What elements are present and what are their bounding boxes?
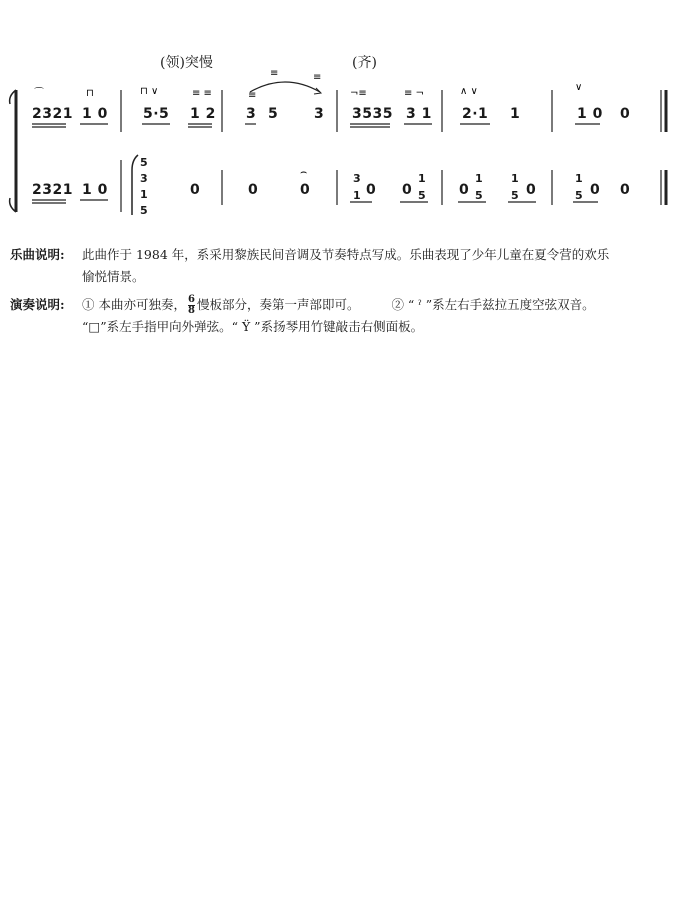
bottom-m6-1-lo: 5 [575,189,584,202]
bottom-m5-2-lo: 5 [511,189,520,202]
unison-label: (齐) [352,55,377,71]
time-signature [188,295,195,316]
top-m1-a: 2321 [32,106,73,122]
top-m2-a: 5·5 [143,106,170,122]
top-m3-c: 3 [314,106,325,122]
svg-text:≡: ≡ [313,72,322,83]
top-m6-b: 0 [620,106,631,122]
top-m1-b: 1 0 [82,106,108,122]
top-m5-a: 2·1 [462,106,489,122]
music-description-line-1: 此曲作于 1984 年，系采用黎族民间音调及节奏特点写成。乐曲表现了少年儿童在夏令营的欢乐 [82,247,610,262]
bottom-m5-2-hi: 1 [511,172,520,185]
bottom-m4-1-hi: 3 [353,172,362,185]
performance-note-1c: ② “ ˀ ”系左右手兹拉五度空弦双音。 [391,297,595,312]
svg-text:≡: ≡ [248,90,257,101]
performance-notes-label: 演奏说明: [10,297,65,312]
top-m4-a: 3535 [352,106,393,122]
svg-text:¬≡: ¬≡ [350,88,367,99]
svg-text:⊓ ∨: ⊓ ∨ [140,86,159,97]
bottom-m4-1-lo: 1 [353,189,362,202]
bottom-m5-1-hi: 1 [475,172,484,185]
top-m2-b: 1 2 [190,106,216,122]
performance-note-2: “□”系左手指甲向外弹弦。“ Ϋ ”系扬琴用竹键敲击右侧面板。 [82,319,424,334]
bottom-m4-2-hi: 1 [418,172,427,185]
bottom-m1-a: 2321 [32,182,73,198]
bottom-m1-b: 1 0 [82,182,108,198]
svg-text:∨: ∨ [575,82,583,93]
performance-note-1a: ① 本曲亦可独奏， [82,297,186,312]
chord-note-3: 1 [140,188,149,201]
svg-text:≡ ≡: ≡ ≡ [192,88,212,99]
svg-text:⌒: ⌒ [34,88,44,99]
bottom-m6-2: 0 [620,182,631,198]
svg-text:⊓: ⊓ [86,88,94,99]
bottom-m5-1-lo: 5 [475,189,484,202]
music-score [0,0,690,240]
bottom-m4-2-pre: 0 [402,182,413,198]
bottom-m3-a: 0 [248,182,259,198]
svg-text:≡ ¬: ≡ ¬ [404,88,424,99]
music-description-line-2: 愉悦情景。 [82,269,145,284]
lead-label: (领)突慢 [160,55,213,71]
bottom-m4-2-lo: 5 [418,189,427,202]
bottom-m4-1-tail: 0 [366,182,377,198]
time-signature-top: 6 [187,294,195,305]
bottom-m6-1-hi: 1 [575,172,584,185]
performance-note-1b: 慢板部分，奏第一声部即可。 [196,297,360,312]
time-signature-bottom: 8 [187,305,195,316]
chord-note-4: 5 [140,204,149,217]
top-m3-b: 5 [268,106,279,122]
top-m3-a: 3 [246,106,257,122]
bottom-m6-1-tail: 0 [590,182,601,198]
top-m4-b: 3 1 [406,106,432,122]
top-m6-a: 1 0 [577,106,603,122]
bottom-m2-rest: 0 [190,182,201,198]
top-m5-b: 1 [510,106,521,122]
chord-note-2: 3 [140,172,149,185]
bottom-m3-b: 0 [300,182,311,198]
svg-text:⌢: ⌢ [300,165,308,178]
notes-section [10,244,680,338]
bottom-m5-1-pre: 0 [459,182,470,198]
svg-text:∧ ∨: ∧ ∨ [460,86,478,97]
performance-notes [10,294,680,338]
svg-text:≡: ≡ [270,68,279,79]
music-description [10,244,680,288]
music-description-label: 乐曲说明: [10,247,65,262]
chord-note-1: 5 [140,156,149,169]
bottom-m5-2-tail: 0 [526,182,537,198]
